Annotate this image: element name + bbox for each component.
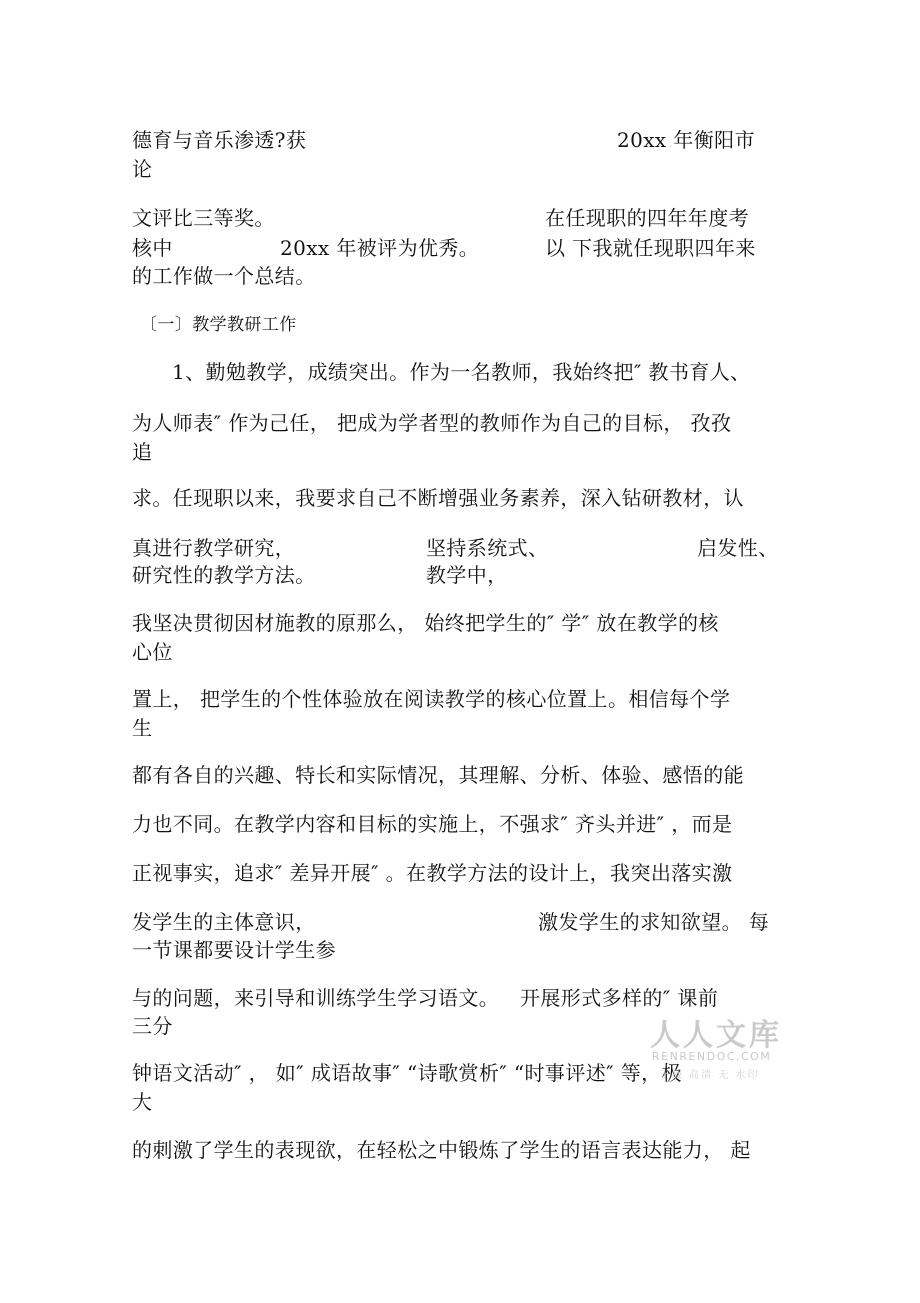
text-line: 与的问题，来引导和训练学生学习语文。 [132,986,500,1010]
text-line: 研究性的教学方法。 [132,563,316,587]
text-line: 20xx 年被评为优秀。 [280,236,480,260]
text-line: 真进行教学研究， [132,536,296,560]
text-line: 生 [132,716,153,740]
text-line: 开展形式多样的″ 课前 [520,986,719,1010]
text-line: 坚持系统式、 [426,536,549,560]
text-line: 一节课都要设计学生参 [132,938,336,962]
text-line: 20xx 年衡阳市 [617,128,755,152]
text-line: 的工作做一个总结。 [132,264,316,288]
text-line: 力也不同。在教学内容和目标的实施上，不强求″ 齐头并进″ ，而是 [132,812,733,836]
text-line: 置上， 把学生的个性体验放在阅读教学的核心位置上。相信每个学 [132,687,731,711]
text-line: 心位 [132,640,173,664]
text-line: 论 [132,157,153,181]
text-line: 正视事实，追求″ 差异开展″ 。在教学方法的设计上，我突出落实激 [132,861,733,885]
text-line: 的刺激了学生的表现欲，在轻松之中锻炼了学生的语言表达能力， 起 [132,1138,751,1162]
text-line: 追 [132,440,153,464]
text-line: 发学生的主体意识， [132,910,316,934]
text-line: 1、勤勉教学，成绩突出。作为一名教师，我始终把″ 教书育人、 [172,360,751,384]
text-line: 核中 [132,236,173,260]
text-line: 求。任现职以来，我要求自己不断增强业务素养，深入钻研教材，认 [132,486,744,510]
text-line: 以 下我就任现职四年来 [545,236,756,260]
text-line: 在任现职的四年年度考 [545,206,749,230]
text-line: 启发性、 [697,536,779,560]
text-line: 教学中， [426,563,508,587]
text-line: 我坚决贯彻因材施教的原那么， 始终把学生的″ 学″ 放在教学的核 [132,611,719,635]
text-line: 大 [132,1090,153,1114]
text-line: 都有各自的兴趣、特长和实际情况，其理解、分析、体验、感悟的能 [132,763,744,787]
watermark-url: RENRENDOC.COM [652,1050,772,1063]
text-line: 三分 [132,1014,173,1038]
text-line: 为人师表″ 作为己任， 把成为学者型的教师作为自己的目标， 孜孜 [132,411,732,435]
watermark-logo: 人人文库 [650,1018,782,1053]
text-line: 钟语文活动″ ， 如″ 成语故事″ “诗歌赏析″ “时事评述″ 等，极 [132,1061,682,1085]
text-line: 德育与音乐渗透?获 [132,128,307,152]
section-heading: 〔一〕教学教研工作 [140,315,297,335]
watermark-caption: 下载 高清 无 水印 [660,1070,760,1081]
text-line: 文评比三等奖。 [132,206,275,230]
text-line: 激发学生的求知欲望。 每 [538,910,770,934]
